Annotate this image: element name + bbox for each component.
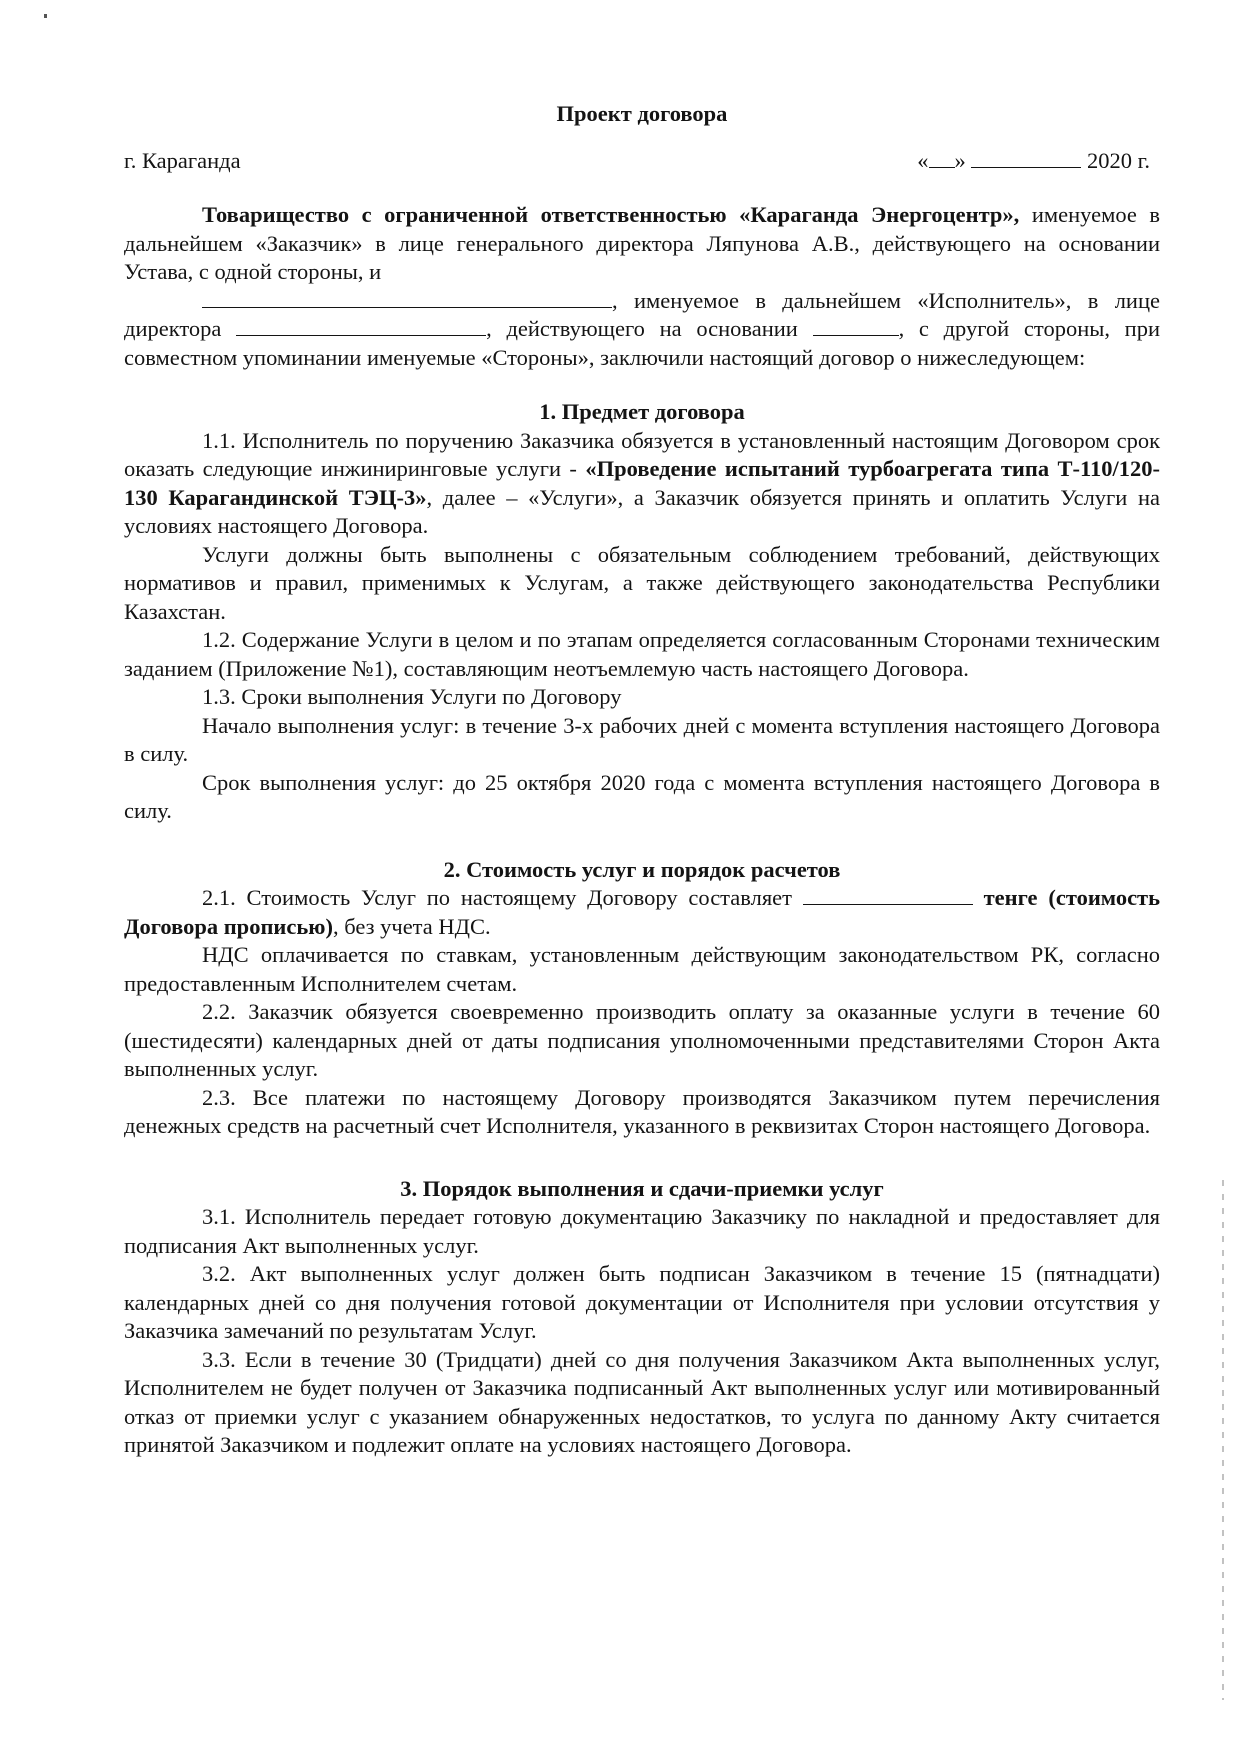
clause-3-1: 3.1. Исполнитель передает готовую документацию Заказчику по накладной и предоставляет для подписания Акт выполненных услуг. [124, 1204, 1160, 1258]
date-year: 2020 г. [1087, 147, 1150, 173]
service-name: «Проведение испытаний турбоагрегата типа Т-110/120-130 Карагандинской ТЭЦ-3» [124, 456, 1161, 510]
clause-2-1-vat: НДС оплачивается по ставкам, установленным действующим законодательством РК, согласно предоставленным Исполнителем счетам. [124, 942, 1160, 996]
clause-1-1-text: 1.1. Исполнитель по поручению Заказчика обязуется в установленный настоящим Договором срок оказать следующие инжиниринговые услуги - [124, 427, 1160, 481]
city-label: г. Караганда [124, 147, 241, 173]
contractor-text-a: , именуемое в дальнейшем «Исполнитель», в лице директора [124, 287, 1160, 341]
place-date-line [124, 147, 1160, 176]
clause-2-1-text: 2.1. Стоимость Услуг по настоящему Договору составляет [202, 885, 803, 910]
clause-1-1-requirements: Услуги должны быть выполнены с обязательным соблюдением требований, действующих нормативов и правил, применимых к Услугам, а также действующего законодательства Республики Казахстан. [124, 541, 1160, 624]
clause-2-1-tail: , без учета НДС. [332, 913, 491, 939]
preamble-customer [124, 201, 1160, 287]
director-name-blank [236, 317, 486, 336]
clause-2-2: 2.2. Заказчик обязуется своевременно производить оплату за оказанные услуги в течение 60 (шестидесяти) календарных дней от даты подписания уполномоченными представителями Сторон Акта выполненных услуг. [124, 999, 1160, 1081]
clause-3-3: 3.3. Если в течение 30 (Тридцати) дней со дня получения Заказчиком Акта выполненных услуг, Исполнителем не будет получен от Заказчика подписанный Акт выполненных услуг или мотивированный отказ от приемки услуг с указанием обнаруженных недостатков, то услуга по данному Акту считается принятой Заказчиком и подлежит оплате на условиях настоящего Договора. [124, 1346, 1160, 1457]
contractor-text-b: , действующего на основании [486, 316, 798, 341]
section-1-heading: 1. Предмет договора [539, 399, 745, 424]
clause-1-2: 1.2. Содержание Услуги в целом и по этапам определяется согласованным Сторонами техническим заданием (Приложение №1), составляющим неотъемлемую часть настоящего Договора. [124, 627, 1160, 681]
contractor-name-blank [202, 289, 612, 308]
date-quote-open: « [917, 147, 929, 173]
section-2-heading: 2. Стоимость услуг и порядок расчетов [443, 856, 841, 882]
amount-words: тенге (стоимость Договора прописью) [124, 885, 1161, 939]
clause-2-3: 2.3. Все платежи по настоящему Договору производятся Заказчиком путем перечисления денежных средств на расчетный счет Исполнителя, указанного в реквизитах Сторон настоящего Договора. [124, 1084, 1160, 1138]
customer-rest: именуемое в дальнейшем «Заказчик» в лице генерального директора Ляпунова А.В., действующего на основании Устава, с одной стороны, и [124, 202, 1160, 284]
preamble-contractor [124, 287, 1160, 373]
clause-3-2: 3.2. Акт выполненных услуг должен быть подписан Заказчиком в течение 15 (пятнадцати) календарных дней со дня получения готовой документации от Исполнителя при условии отсутствия у Заказчика замечаний по результатам Услуг. [124, 1261, 1160, 1343]
scan-speck [44, 14, 47, 18]
clause-1-3: 1.3. Сроки выполнения Услуги по Договору [202, 684, 622, 709]
contractor-text-c: , с другой стороны, при совместном упоминании именуемые «Стороны», заключили настоящий договор о нижеследующем: [124, 316, 1161, 370]
clause-1-3-start: Начало выполнения услуг: в течение 3-х рабочих дней с момента вступления настоящего Договора в силу. [124, 712, 1160, 766]
date-quote-close: » [954, 147, 966, 173]
clause-1-1-tail: , далее – «Услуги», а Заказчик обязуется принять и оплатить Услуги на условиях настоящего Договора. [124, 484, 1161, 538]
contract-page [124, 100, 1160, 1460]
amount-blank [803, 886, 973, 905]
section-3-heading: 3. Порядок выполнения и сдачи-приемки услуг [400, 1175, 884, 1201]
basis-blank [813, 317, 899, 336]
scan-edge-mark [1222, 1180, 1224, 1700]
customer-name: Товарищество с ограниченной ответственностью «Караганда Энергоцентр», [202, 202, 1020, 227]
document-title: Проект договора [556, 101, 728, 126]
month-blank [971, 149, 1081, 168]
clause-2-1 [124, 884, 1160, 941]
contract-date [917, 147, 1160, 176]
clause-1-1 [124, 427, 1160, 541]
clause-1-3-deadline: Срок выполнения услуг: до 25 октября 2020 года с момента вступления настоящего Договора в силу. [124, 769, 1160, 823]
day-blank [929, 149, 955, 168]
